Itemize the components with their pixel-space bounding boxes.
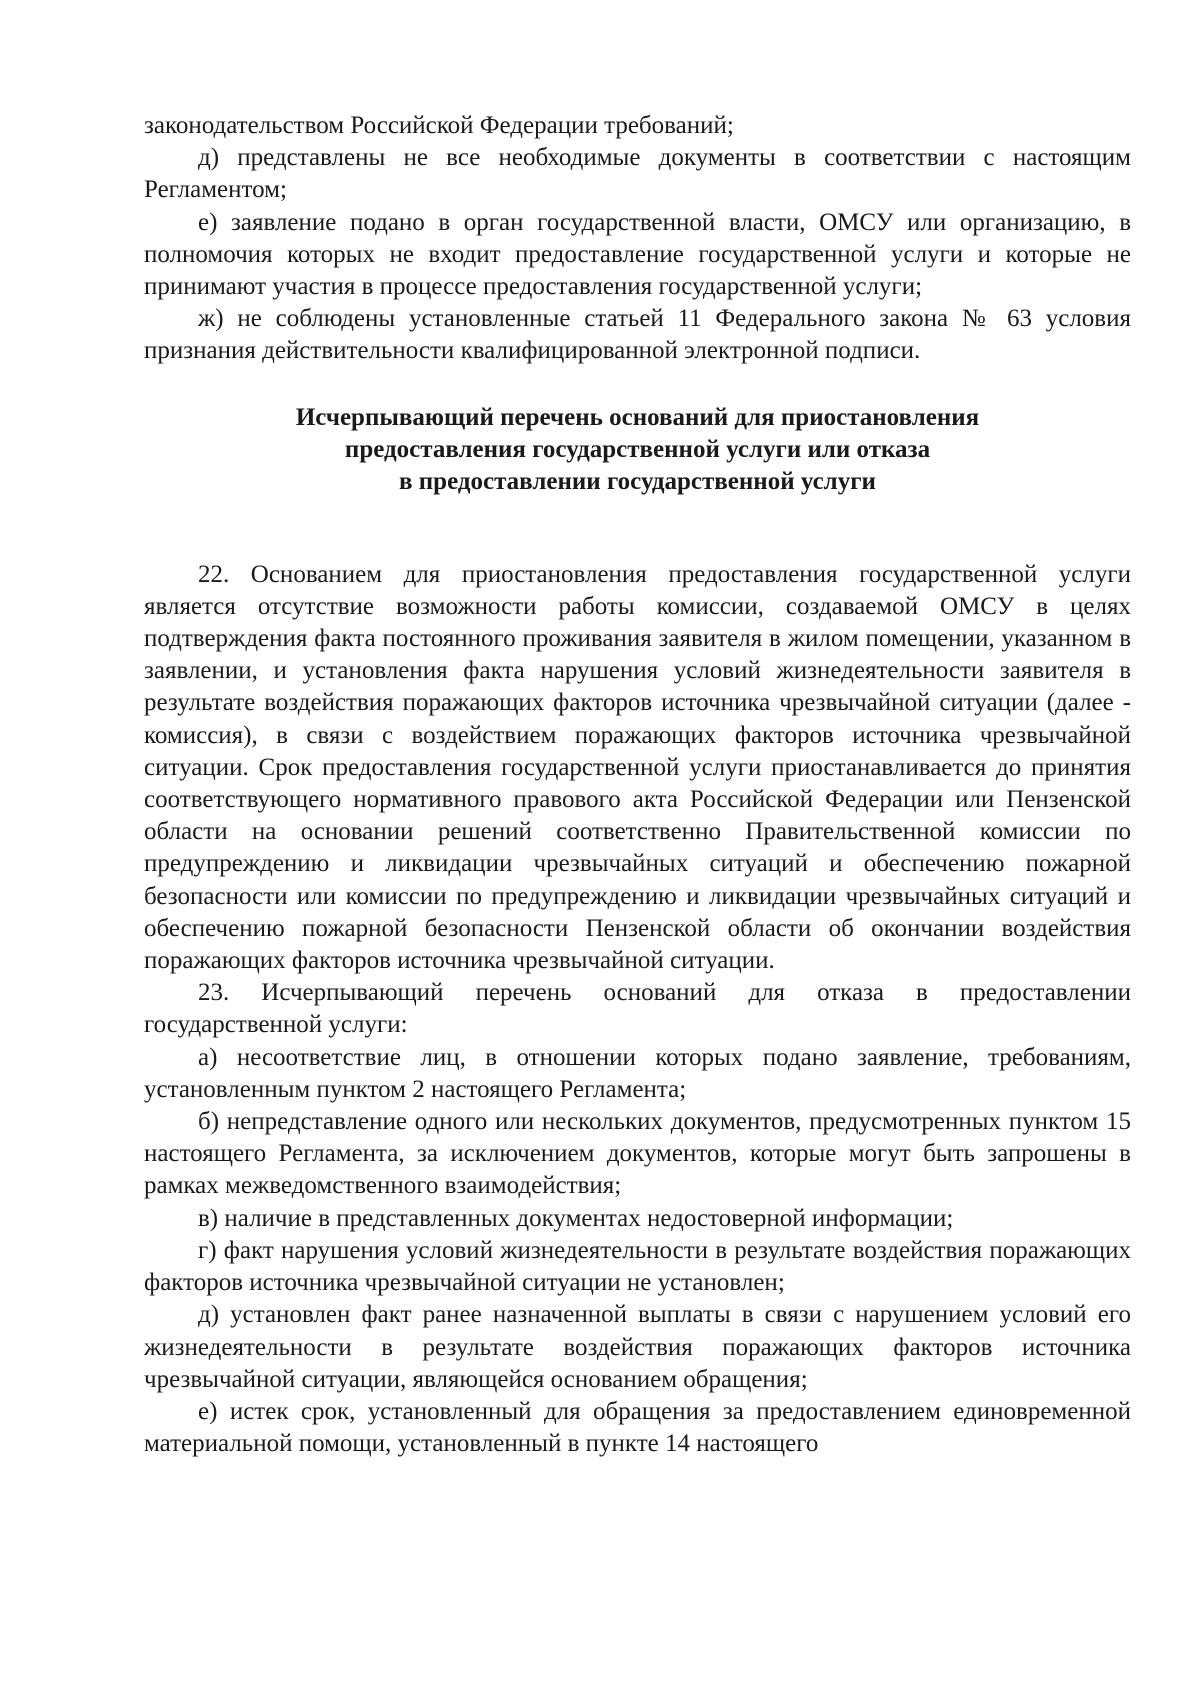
heading-line: в предоставлении государственной услуги: [399, 467, 876, 495]
spacer: [144, 498, 1131, 559]
paragraph-23: 23. Исчерпывающий перечень оснований для отказа в предоставлении государственной услуги:: [144, 979, 1131, 1039]
paragraph-item-a: а) несоответствие лиц, в отношении которых подано заявление, требованиям, установленным пунктом 2 настоящего Регламента;: [144, 1043, 1131, 1103]
paragraph-item-e: е) заявление подано в орган государственной власти, ОМСУ или организацию, в полномочия которых не входит предоставление государственной услуги и которые не принимают участия в процессе предоставления государственной услуги;: [144, 208, 1131, 301]
paragraph-item-e2: е) истек срок, установленный для обращения за предоставлением единовременной материальной помощи, установленный в пункте 14 настоящего: [144, 1397, 1131, 1458]
paragraph-continuation: законодательством Российской Федерации требований;: [144, 112, 734, 139]
paragraph-item-d2: д) установлен факт ранее назначенной выплаты в связи с нарушением условий его жизнедеятельности в результате воздействия поражающих факторов источника чрезвычайной ситуации, являющейся основанием обращения;: [144, 1301, 1131, 1393]
paragraph-22: 22. Основанием для приостановления предоставления государственной услуги является отсутствие возможности работы комиссии, создаваемой ОМСУ в целях подтверждения факта постоянного проживания заявителя в жилом помещении, указанном в заявлении, и установления факта нарушения условий жизнедеятельности заявителя в результате воздействия поражающих факторов источника чрезвычайной ситуации (далее - комиссия), в связи с воздействием поражающих факторов источника чрезвычайной ситуации. Срок предоставления государственной услуги приостанавливается до принятия соответствующего нормативного правового акта Российской Федерации или Пензенской области на основании решений соответственно Правительственной комиссии по предупреждению и ликвидации чрезвычайных ситуаций и обеспечению пожарной безопасности или комиссии по предупреждению и ликвидации чрезвычайных ситуаций и обеспечению пожарной безопасности Пензенской области об окончании воздействия поражающих факторов источника чрезвычайной ситуации.: [144, 560, 1131, 975]
paragraph-item-d: д) представлены не все необходимые документы в соответствии с настоящим Регламентом;: [144, 144, 1131, 204]
heading-line: предоставления государственной услуги или отказа: [344, 435, 931, 463]
document-page: [144, 110, 1131, 1460]
paragraph-item-zh: ж) не соблюдены установленные статьей 11 Федерального закона № 63 условия признания действительности квалифицированной электронной подписи.: [144, 305, 1131, 365]
paragraph-item-g: г) факт нарушения условий жизнедеятельности в результате воздействия поражающих факторов источника чрезвычайной ситуации не установлен;: [144, 1236, 1131, 1297]
paragraph-item-b: б) непредставление одного или нескольких документов, предусмотренных пунктом 15 настоящего Регламента, за исключением документов, которые могут быть запрошены в рамках межведомственного взаимодействия;: [144, 1108, 1131, 1200]
heading-line: Исчерпывающий перечень оснований для приостановления: [295, 403, 980, 431]
paragraph-item-v: в) наличие в представленных документах недостоверной информации;: [198, 1204, 954, 1232]
section-heading: [144, 402, 1131, 498]
